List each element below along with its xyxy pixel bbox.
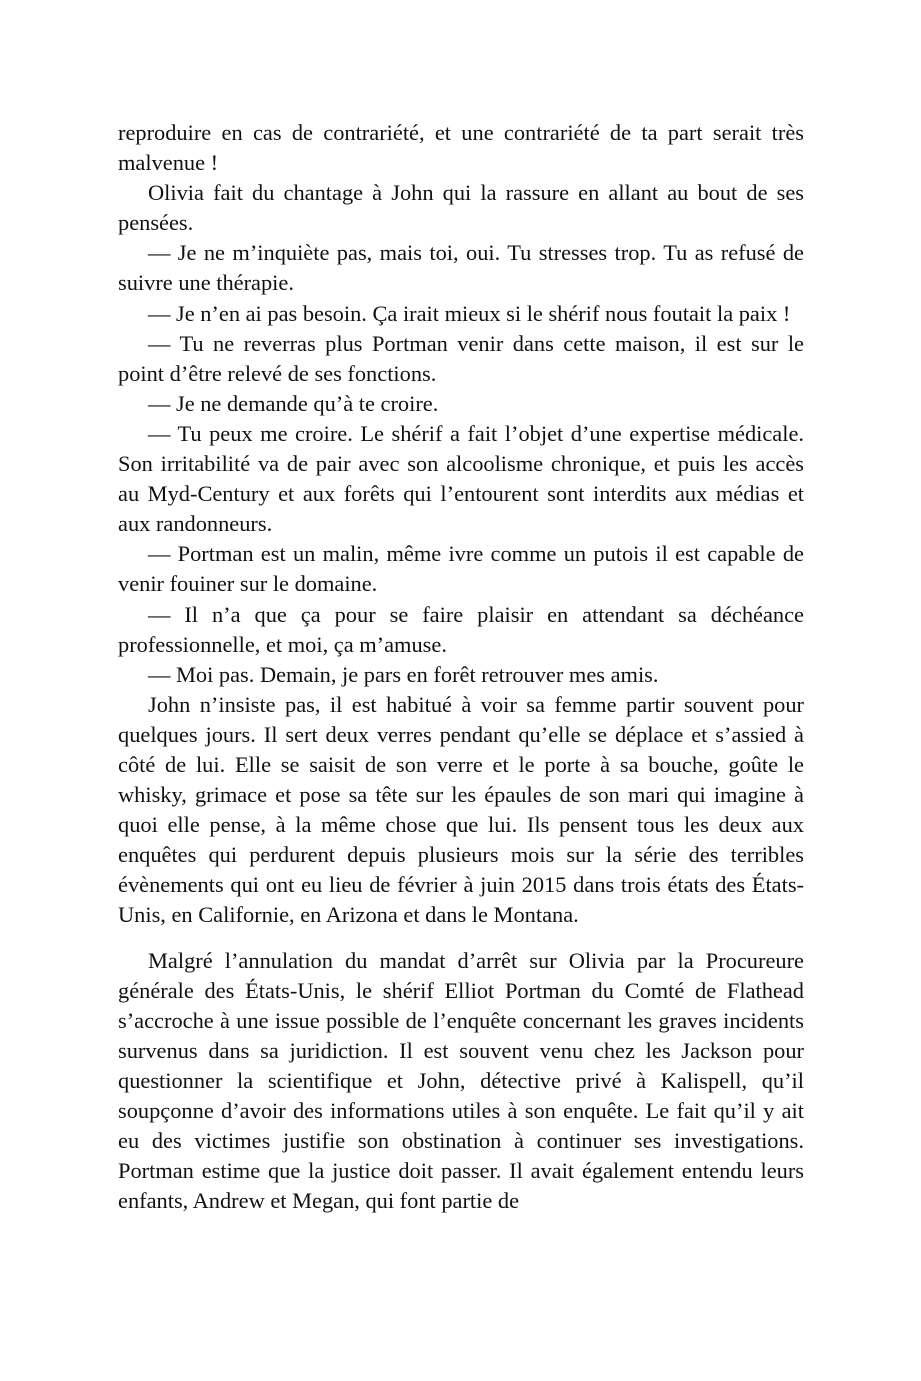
book-page-text: [118, 118, 804, 1216]
paragraph-narration: Malgré l’annulation du mandat d’arrêt sur Olivia par la Procureure générale des États-Unis, le shérif Elliot Portman du Comté de Flathead s’accroche à une issue possible de l’enquête concernant les graves incidents survenus dans sa juridiction. Il est souvent venu chez les Jackson pour questionner la scientifique et John, détective privé à Kalispell, qu’il soupçonne d’avoir des informations utiles à son enquête. Le fait qu’il y ait eu des victimes justifie son obstination à continuer ses investigations. Portman estime que la justice doit passer. Il avait également entendu leurs enfants, Andrew et Megan, qui font partie de: [118, 947, 804, 1214]
dialogue-line: — Portman est un malin, même ivre comme un putois il est capable de venir fouiner sur le domaine.: [118, 541, 804, 597]
paragraph-narration: John n’insiste pas, il est habitué à voir sa femme partir souvent pour quelques jours. Il sert deux verres pendant qu’elle se déplace et s’assied à côté de lui. Elle se saisit de son verre et le porte à sa bouche, goûte le whisky, grimace et pose sa tête sur les épaules de son mari qui imagine à quoi elle pense, à la même chose que lui. Ils pensent tous les deux aux enquêtes qui perdurent depuis plusieurs mois sur la série des terribles évènements qui ont eu lieu de février à juin 2015 dans trois états des États-Unis, en Californie, en Arizona et dans le Montana.: [118, 691, 804, 928]
dialogue-line: — Je ne demande qu’à te croire.: [148, 390, 439, 416]
paragraph-narration: Olivia fait du chantage à John qui la rassure en allant au bout de ses pensées.: [118, 180, 804, 236]
dialogue-line: — Je n’en ai pas besoin. Ça irait mieux si le shérif nous foutait la paix !: [148, 300, 791, 326]
dialogue-line: — Tu peux me croire. Le shérif a fait l’objet d’une expertise médicale. Son irritabilité va de pair avec son alcoolisme chronique, et puis les accès au Myd-Century et aux forêts qui l’entourent sont interdits aux médias et aux randonneurs.: [118, 420, 804, 537]
dialogue-line: — Moi pas. Demain, je pars en forêt retrouver mes amis.: [148, 661, 659, 687]
paragraph-continuation: reproduire en cas de contrariété, et une contrariété de ta part serait très malvenue !: [118, 120, 804, 176]
dialogue-line: — Tu ne reverras plus Portman venir dans cette maison, il est sur le point d’être relevé de ses fonctions.: [118, 330, 804, 386]
dialogue-line: — Je ne m’inquiète pas, mais toi, oui. Tu stresses trop. Tu as refusé de suivre une thérapie.: [118, 240, 804, 296]
dialogue-line: — Il n’a que ça pour se faire plaisir en attendant sa déchéance professionnelle, et moi, ça m’amuse.: [118, 601, 804, 657]
